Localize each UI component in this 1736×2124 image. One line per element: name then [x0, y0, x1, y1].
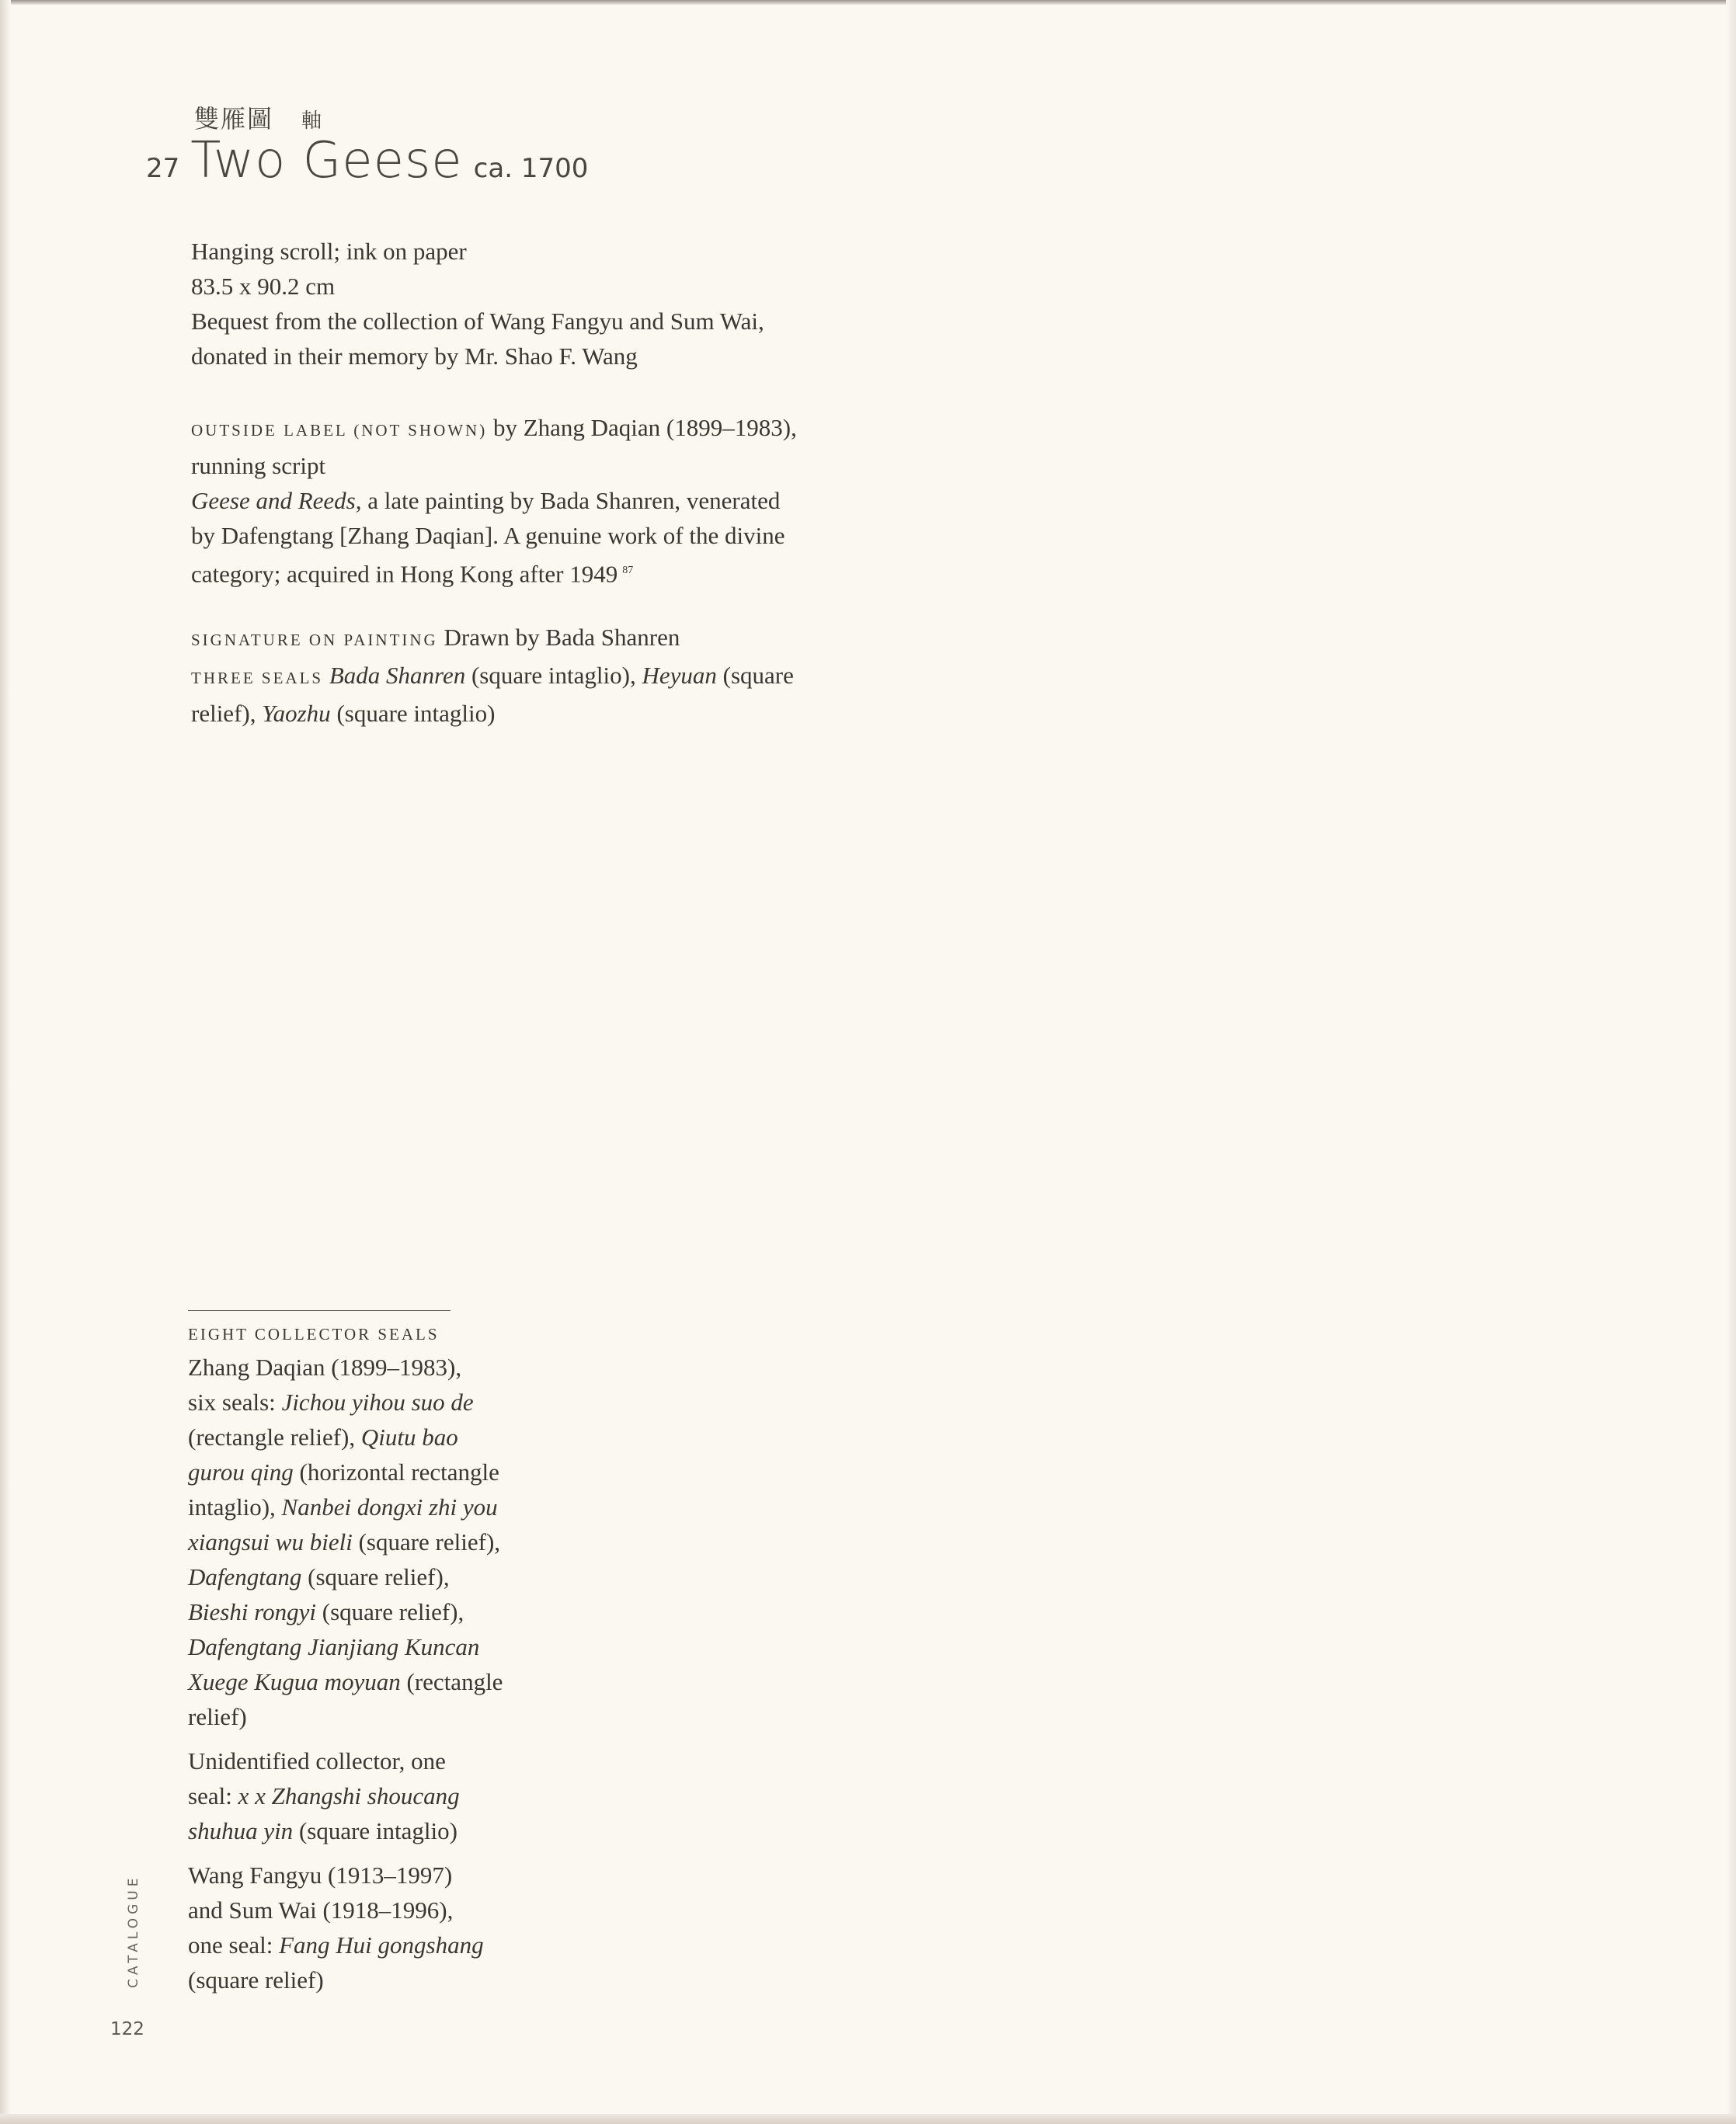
chinese-title-text: 雙雁圖 [194, 104, 274, 134]
collector-p1-l8: Bieshi rongyi (square relief), [188, 1598, 464, 1625]
collector-seals-section [188, 1319, 503, 1997]
collector-p1-l3: (rectangle relief), Qiutu bao [188, 1424, 458, 1451]
seals-heading: THREE SEALS [191, 669, 324, 687]
page-edge-left [0, 0, 11, 2124]
title-row [146, 132, 588, 189]
collector-p1-l4: gurou qing (horizontal rectangle [188, 1458, 499, 1486]
outside-label-section [191, 410, 797, 591]
object-info [191, 234, 764, 374]
outside-label-line-3: Geese and Reeds, a late painting by Bada Shanren, venerated [191, 487, 781, 514]
outside-label-line-5: category; acquired in Hong Kong after 1949 $^{87}$ [191, 560, 634, 588]
outside-label-line-4: by Dafengtang [Zhang Daqian]. A genuine work of the divine [191, 522, 785, 549]
signature-heading: SIGNATURE ON PAINTING [191, 631, 438, 649]
page-edge-right [1726, 0, 1736, 2124]
medium: Hanging scroll; ink on paper [191, 238, 467, 265]
paragraph-gap [188, 1734, 503, 1743]
collector-p1-l1: Zhang Daqian (1899–1983), [188, 1354, 462, 1381]
outside-label-line-1: OUTSIDE LABEL (NOT SHOWN) by Zhang Daqian (1899–1983), [191, 414, 797, 441]
outside-label-heading: OUTSIDE LABEL (NOT SHOWN) [191, 421, 488, 440]
collector-seals-rule [188, 1310, 451, 1311]
seals-line-1: THREE SEALS Bada Shanren (square intaglio), Heyuan (square [191, 662, 794, 689]
page-number: 122 [110, 2019, 144, 2039]
outside-label-line-2: running script [191, 452, 326, 479]
page-edge-bottom [0, 2114, 1736, 2124]
credit-line-2: donated in their memory by Mr. Shao F. Wang [191, 342, 638, 370]
collector-p1-l10: Xuege Kugua moyuan (rectangle [188, 1668, 503, 1695]
collector-p2-l2: seal: x x Zhangshi shoucang [188, 1782, 460, 1809]
collector-p2-l3: shuhua yin (square intaglio) [188, 1817, 457, 1844]
seals-line-2: relief), Yaozhu (square intaglio) [191, 700, 496, 727]
section-label: CATALOGUE [126, 1874, 141, 1988]
collector-p3-l3: one seal: Fang Hui gongshang [188, 1931, 484, 1959]
credit-line-1: Bequest from the collection of Wang Fangyu and Sum Wai, [191, 308, 764, 335]
collector-p1-l7: Dafengtang (square relief), [188, 1563, 450, 1590]
collector-p1-l5: intaglio), Nanbei dongxi zhi you [188, 1493, 498, 1521]
catalogue-number: 27 [146, 153, 180, 184]
dimensions: 83.5 x 90.2 cm [191, 273, 336, 300]
collector-p1-l11: relief) [188, 1703, 247, 1730]
work-date: ca. 1700 [473, 153, 589, 184]
collector-seals-heading: EIGHT COLLECTOR SEALS [188, 1325, 440, 1344]
collector-p3-l4: (square relief) [188, 1966, 324, 1994]
collector-p3-l2: and Sum Wai (1918–1996), [188, 1896, 454, 1924]
work-title: Two Geese [190, 132, 463, 189]
collector-p1-l2: six seals: Jichou yihou suo de [188, 1389, 474, 1416]
collector-p1-l6: xiangsui wu bieli (square relief), [188, 1528, 501, 1556]
footnote-ref: 87 [622, 565, 634, 576]
chinese-title [194, 99, 323, 135]
paragraph-gap [188, 1848, 503, 1858]
page-edge-top [0, 0, 1736, 5]
signature-line: SIGNATURE ON PAINTING Drawn by Bada Shanren [191, 624, 680, 651]
collector-p3-l1: Wang Fangyu (1913–1997) [188, 1862, 453, 1889]
chinese-format: 軸 [301, 110, 324, 133]
signature-section [191, 620, 794, 731]
collector-p1-l9: Dafengtang Jianjiang Kuncan [188, 1633, 480, 1660]
collector-p2-l1: Unidentified collector, one [188, 1747, 446, 1775]
